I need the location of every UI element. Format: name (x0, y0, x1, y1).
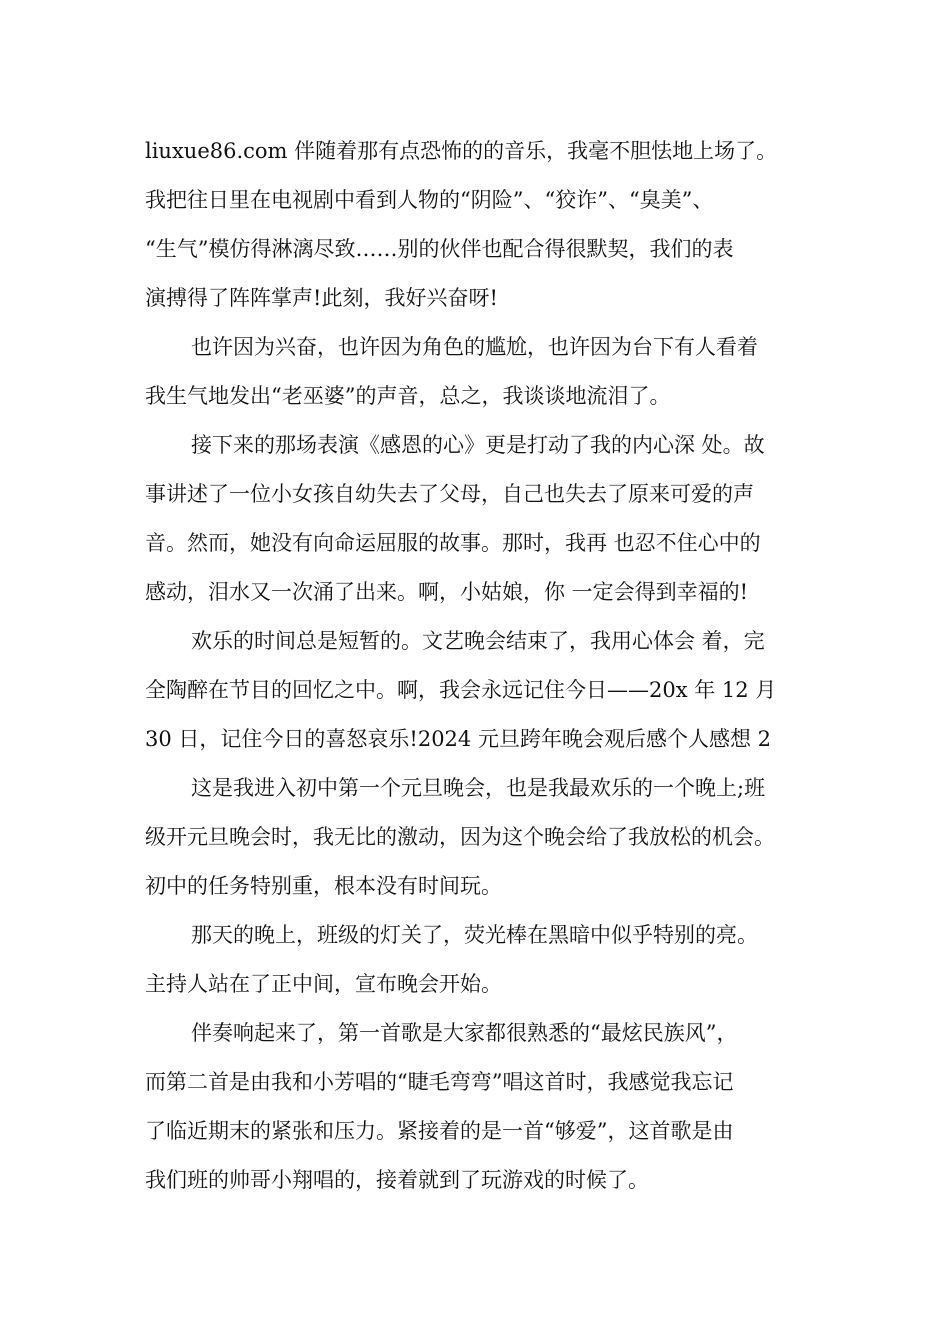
text-line: 事讲述了一位小女孩自幼失去了父母，自己也失去了原来可爱的声 (145, 482, 754, 506)
text-line: 30 日，记住今日的喜怒哀乐!2024 元旦跨年晚会观后感个人感想 2 (145, 727, 771, 751)
text-line: liuxue86.com 伴随着那有点恐怖的的音乐，我毫不胆怯地上场了。 (145, 139, 778, 163)
paragraph-start-line: 也许因为兴奋，也许因为角色的尴尬，也许因为台下有人看着 (191, 335, 758, 359)
text-line: 初中的任务特别重，根本没有时间玩。 (145, 874, 502, 898)
text-line: 全陶醉在节目的回忆之中。啊，我会永远记住今日——20x 年 12 月 (145, 678, 777, 702)
text-line: 了临近期末的紧张和压力。紧接着的是一首“够爱”，这首歌是由 (145, 1119, 734, 1143)
text-line: 主持人站在了正中间，宣布晚会开始。 (145, 972, 502, 996)
paragraph-start-line: 这是我进入初中第一个元旦晚会，也是我最欢乐的一个晚上;班 (191, 776, 766, 800)
text-line: 而第二首是由我和小芳唱的“睫毛弯弯”唱这首时，我感觉我忘记 (145, 1070, 734, 1094)
paragraph-start-line: 欢乐的时间总是短暂的。文艺晚会结束了，我用心体会 着，完 (191, 629, 765, 653)
text-line: 我生气地发出“老巫婆”的声音，总之，我谈谈地流泪了。 (145, 384, 671, 408)
text-line: 感动，泪水又一次涌了出来。啊，小姑娘，你 一定会得到幸福的! (145, 580, 749, 604)
text-line: 级开元旦晚会时，我无比的激动，因为这个晚会给了我放松的机会。 (145, 825, 775, 849)
body-text (145, 130, 815, 1208)
text-line: 我把往日里在电视剧中看到人物的“阴险”、“狡诈”、“臭美”、 (145, 188, 714, 212)
text-line: 音。然而，她没有向命运屈服的故事。那时，我再 也忍不住心中的 (145, 531, 761, 555)
paragraph-start-line: 伴奏响起来了，第一首歌是大家都很熟悉的“最炫民族风”， (191, 1021, 738, 1045)
text-line: “生气”模仿得淋漓尽致……别的伙伴也配合得很默契，我们的表 (145, 237, 734, 261)
paragraph-start-line: 接下来的那场表演《感恩的心》更是打动了我的内心深 处。故 (191, 433, 765, 457)
text-line: 我们班的帅哥小翔唱的，接着就到了玩游戏的时候了。 (145, 1168, 649, 1192)
text-line: 演搏得了阵阵掌声!此刻，我好兴奋呀! (145, 286, 498, 310)
paragraph-start-line: 那天的晚上，班级的灯关了，荧光棒在黑暗中似乎特别的亮。 (191, 923, 758, 947)
